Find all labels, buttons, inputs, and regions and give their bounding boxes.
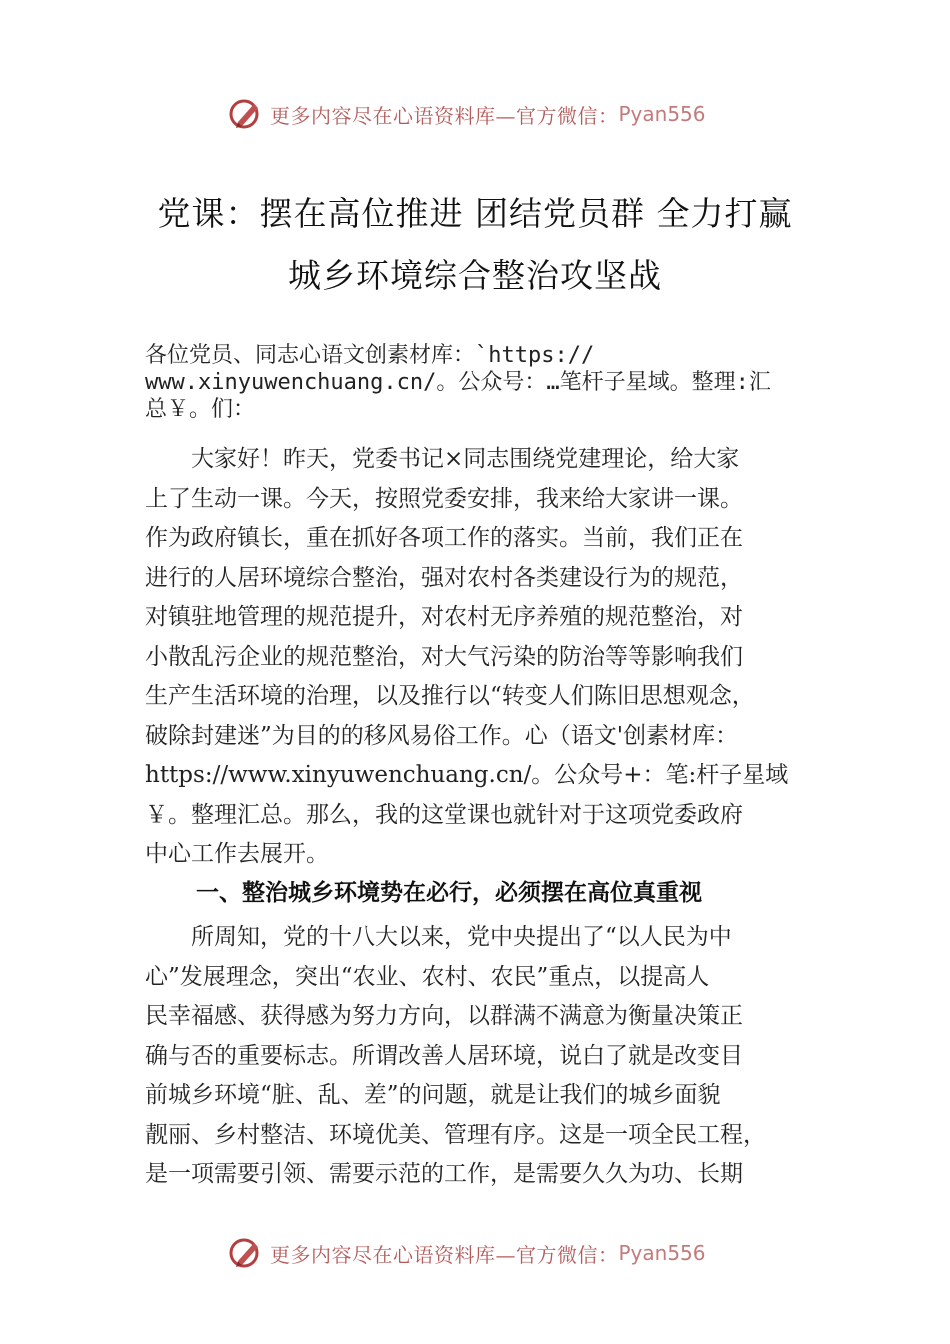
section-heading: 一、整治城乡环境势在必行，必须摆在高位真重视 [196, 880, 702, 906]
text-line: 小散乱污企业的规范整治，对大气污染的防治等等影响我们 [145, 643, 743, 670]
pen-logo-icon [228, 96, 264, 132]
text-line: 总￥。们： [145, 397, 256, 422]
text-line: 进行的人居环境综合整治，强对农村各类建设行为的规范， [145, 564, 743, 591]
text-line: ￥。整理汇总。那么，我的这堂课也就针对于这项党委政府 [145, 801, 743, 828]
text-line: 上了生动一课。今天，按照党委安排，我来给大家讲一课。 [145, 485, 743, 512]
text-line: 中心工作去展开。 [145, 841, 329, 867]
banner-text: 更多内容尽在心语资料库—官方微信： [270, 1242, 619, 1267]
pen-logo-icon [228, 1235, 264, 1271]
header-banner [228, 94, 748, 134]
document-title-line-1: 党课：摆在高位推进 团结党员群 全力打赢 [157, 194, 793, 233]
text-line: https://www.xinyuwenchuang.cn/。公众号+：笔:杆子星域 [145, 762, 789, 788]
text-line: 所周知，党的十八大以来，党中央提出了“以人民为中 [145, 924, 732, 950]
text-line: 作为政府镇长，重在抓好各项工作的落实。当前，我们正在 [145, 525, 743, 551]
text-line: 各位党员、同志心语文创素材库：`https:// [145, 343, 595, 368]
paragraph-2 [145, 918, 825, 1195]
text-line: www.xinyuwenchuang.cn/。公众号：…笔杆子星域。整理:汇 [145, 370, 771, 395]
text-line: 对镇驻地管理的规范提升，对农村无序养殖的规范整治，对 [145, 604, 743, 630]
footer-banner [228, 1233, 748, 1273]
banner-text: 更多内容尽在心语资料库—官方微信： [270, 103, 619, 128]
banner-wechat-id: Pyan556 [618, 102, 706, 126]
text-line: 靓丽、乡村整洁、环境优美、管理有序。这是一项全民工程， [145, 1121, 766, 1148]
text-line: 确与否的重要标志。所谓改善人居环境，说白了就是改变目 [145, 1042, 743, 1069]
text-line: 心”发展理念，突出“农业、农村、农民”重点，以提高人 [145, 963, 710, 990]
text-line: 民幸福感、获得感为努力方向，以群满不满意为衡量决策正 [145, 1003, 743, 1029]
text-line: 破除封建迷”为目的的移风易俗工作。心（语文'创素材库： [145, 722, 739, 749]
banner-wechat-id: Pyan556 [618, 1241, 706, 1265]
document-title-line-2: 城乡环境综合整治攻坚战 [288, 256, 662, 295]
text-line: 大家好！昨天，党委书记×同志围绕党建理论，给大家 [145, 446, 740, 472]
text-line: 前城乡环境“脏、乱、差”的问题，就是让我们的城乡面貌 [145, 1082, 721, 1108]
salutation [145, 342, 825, 423]
text-line: 是一项需要引领、需要示范的工作，是需要久久为功、长期 [145, 1161, 743, 1187]
text-line: 生产生活环境的治理，以及推行以“转变人们陈旧思想观念， [145, 683, 755, 709]
paragraph-1 [145, 440, 825, 875]
